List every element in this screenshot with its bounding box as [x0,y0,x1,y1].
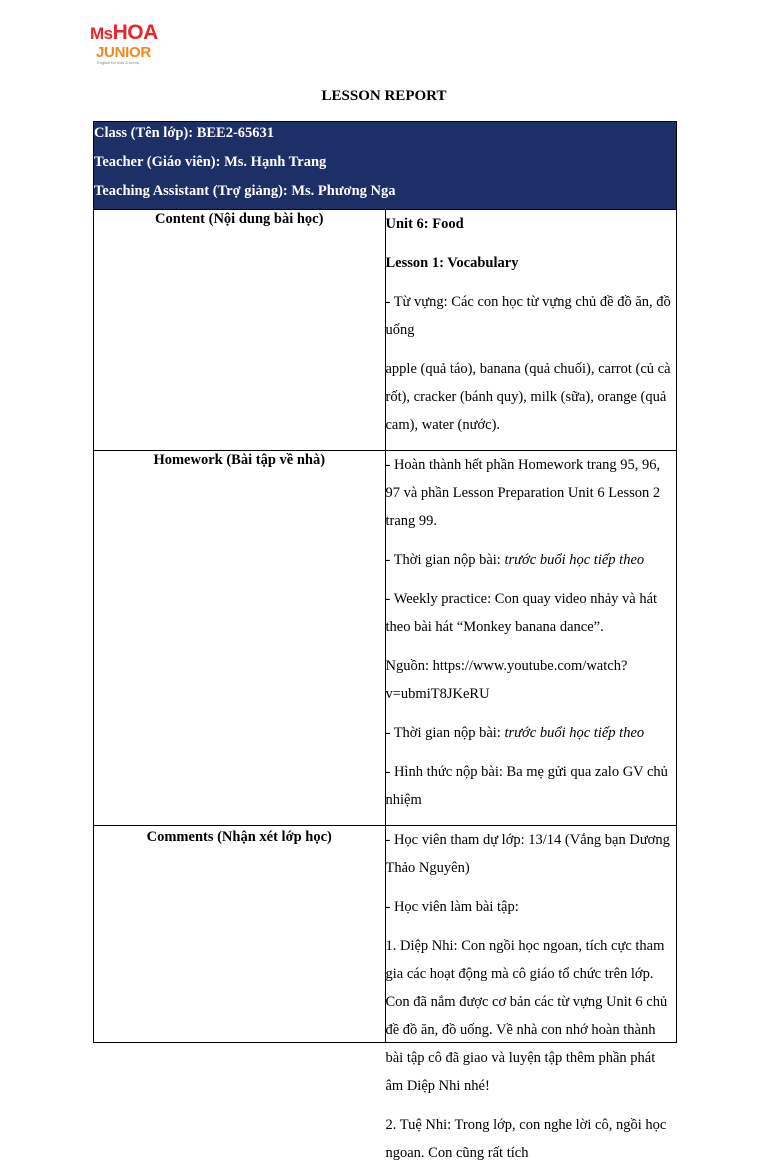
teacher-line: Teacher (Giáo viên): Ms. Hạnh Trang [94,154,327,170]
logo-wordmark: MsHOA [90,21,158,44]
homework-row [94,451,677,826]
video-source: Nguồn: https://www.youtube.com/watch?v=ubmiT8JKeRU [385,658,628,702]
logo-junior: JUNIOR [96,44,151,61]
assistant-line: Teaching Assistant (Trợ giảng): Ms. Phương Nga [94,183,396,199]
homework-body [385,451,677,826]
lesson-title: Lesson 1: Vocabulary [385,255,519,271]
comments-row [94,826,677,1043]
homework-label: Homework (Bài tập về nhà) [94,451,386,826]
lesson-report-table [93,121,677,1161]
header-row [94,122,677,210]
vocab-intro: - Từ vựng: Các con học từ vựng chủ đề đồ ăn, đồ uống [385,294,671,338]
content-body [385,210,677,451]
content-row [94,210,677,451]
class-info-header [94,122,677,210]
report-title: LESSON REPORT [321,88,447,104]
comments-body [385,826,677,1161]
student-comment-1: 1. Diệp Nhi: Con ngồi học ngoan, tích cực tham gia các hoạt động mà cô giáo tổ chức trên lớp. Con đã nắm được cơ bản các từ vựng Unit 6 chủ đề đồ ăn, đồ uống. Về nhà con nhớ hoàn thành bài tập cô đã giao và luyện tập thêm phần phát âm Diệp Nhi nhé! [385,938,668,1094]
homework-deadline: - Thời gian nộp bài: trước buổi học tiếp theo [385,552,645,568]
comments-clip [385,826,677,1161]
class-line: Class (Tên lớp): BEE2-65631 [94,125,275,141]
homework-status-intro: - Học viên làm bài tập: [385,899,519,915]
logo-tagline: English for kids & teens [97,60,139,65]
homework-task: - Hoàn thành hết phần Homework trang 95, 96, 97 và phần Lesson Preparation Unit 6 Lesson 2 trang 99. [385,457,661,529]
student-comment-2: 2. Tuệ Nhi: Trong lớp, con nghe lời cô, ngồi học ngoan. Con cũng rất tích [385,1117,667,1161]
brand-logo [90,22,180,68]
content-label: Content (Nội dung bài học) [94,210,386,451]
weekly-deadline: - Thời gian nộp bài: trước buổi học tiếp theo [385,725,645,741]
submission-method: - Hình thức nộp bài: Ba mẹ gửi qua zalo GV chủ nhiệm [385,764,668,808]
vocab-list: apple (quả táo), banana (quả chuối), carrot (củ cà rốt), cracker (bánh quy), milk (sữa), orange (quả cam), water (nước). [385,361,671,433]
comments-label: Comments (Nhận xét lớp học) [94,826,386,1043]
weekly-practice: - Weekly practice: Con quay video nhảy và hát theo bài hát “Monkey banana dance”. [385,591,658,635]
unit-title: Unit 6: Food [385,216,464,232]
attendance: - Học viên tham dự lớp: 13/14 (Vắng bạn Dương Thảo Nguyên) [385,832,670,876]
